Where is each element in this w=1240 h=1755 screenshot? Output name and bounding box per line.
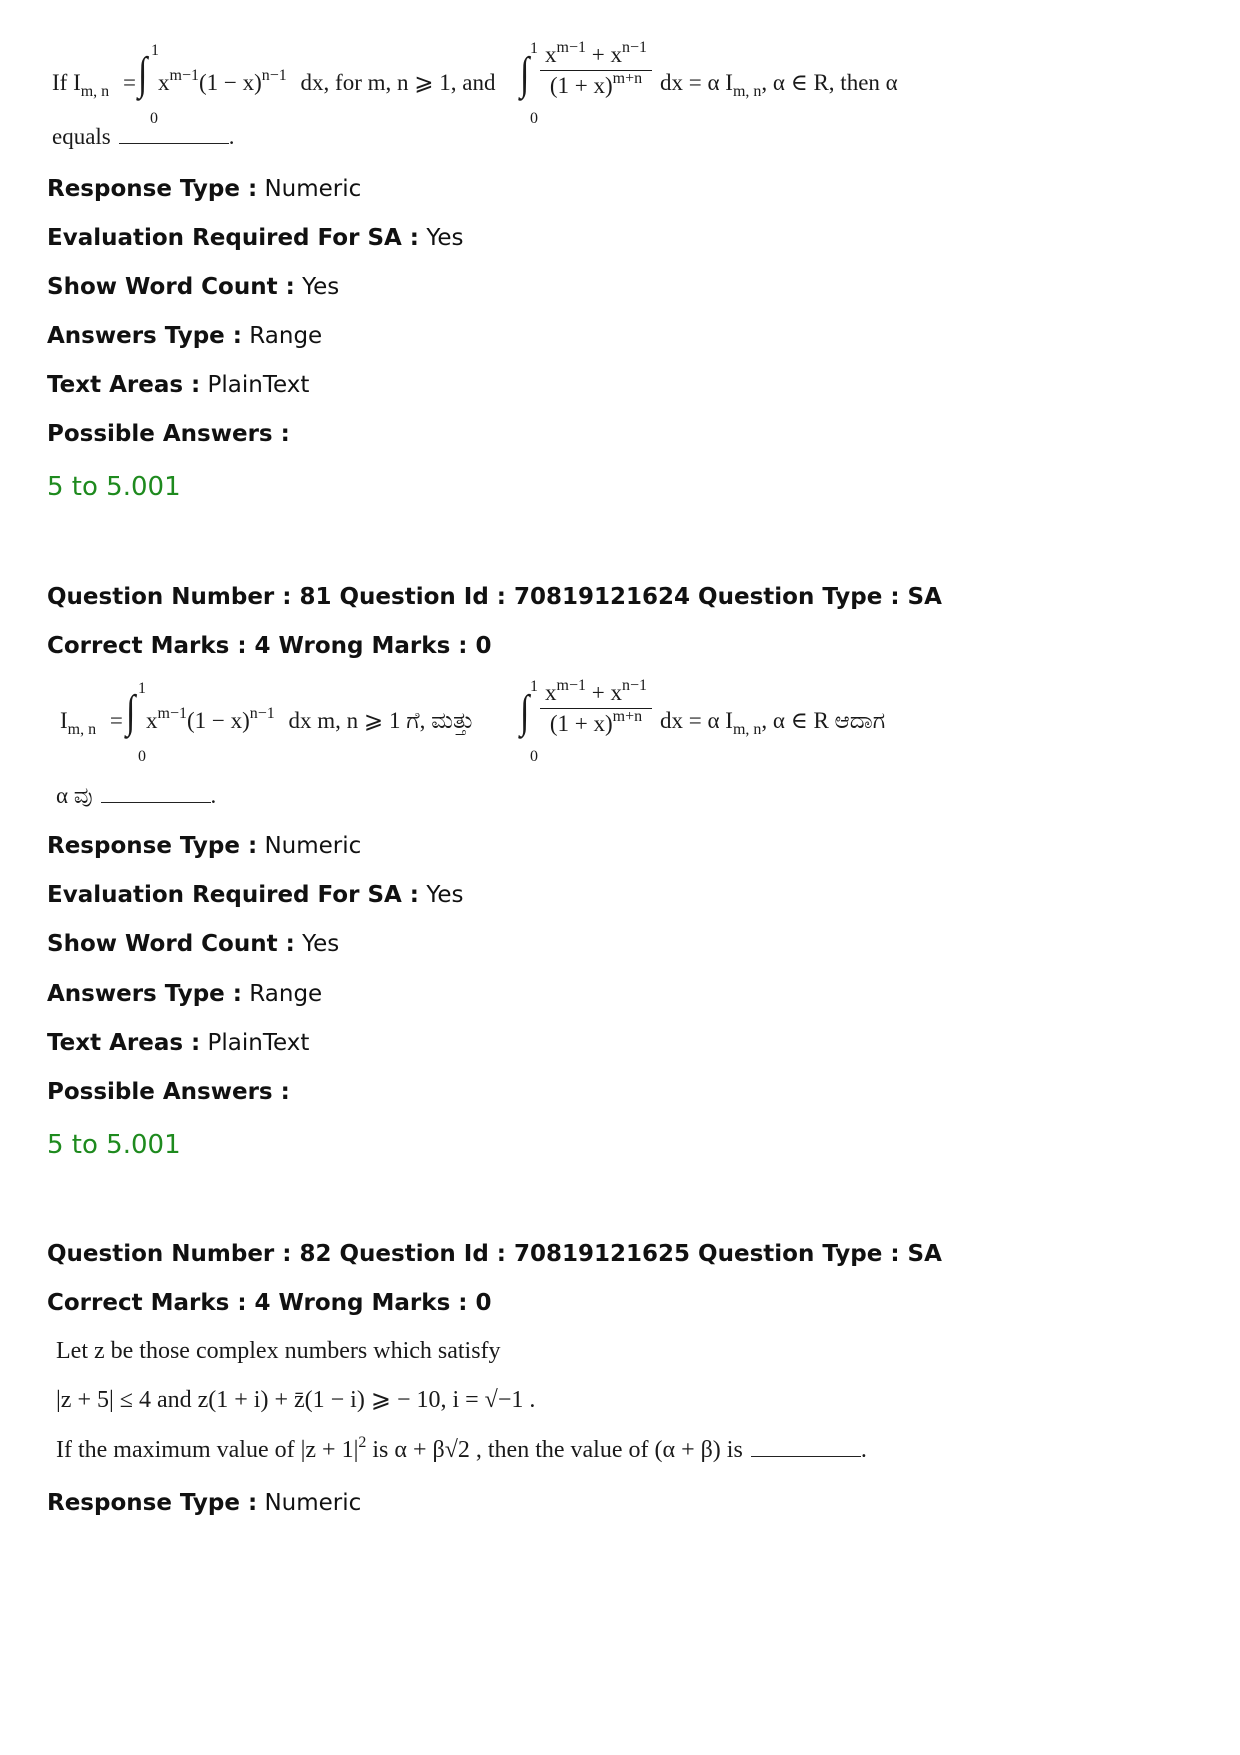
q80-possible-answer: 5 to 5.001 [47, 472, 181, 502]
q80-answers-type: Answers Type : Range [47, 323, 323, 349]
q80-question-line2: equals . [52, 124, 235, 149]
q82-header: Question Number : 82 Question Id : 70819121625 Question Type : SA [47, 1241, 942, 1267]
q81-header: Question Number : 81 Question Id : 70819121624 Question Type : SA [47, 584, 942, 610]
q81-evaluation-required: Evaluation Required For SA : Yes [47, 882, 464, 908]
q82-question-line2: |z + 5| ≤ 4 and z(1 + i) + z̄(1 − i) ⩾ − 10, i = √−1 . [56, 1387, 536, 1413]
q81-question-line2: α ವು . [56, 783, 217, 808]
q80-possible-answers-label: Possible Answers : [47, 421, 290, 447]
q81-question-math: $I_{m, n}$ = 1 ∫ 0 $x^{m-1}(1 - x)^{n-1}$ dx m, n ⩾ 1 ಗೆ, ಮತ್ತು 1 ∫ 0 $x^{m-1} + x^{n-1}$ $(1 + x)^{m+n}$ dx = α $I_{m, n}$, α ∈ R ಆದಾಗ [60, 677, 886, 765]
q82-question-line3: If the maximum value of $|z + 1|^2$ is α + β√2 , then the value of (α + β) is . [56, 1434, 867, 1463]
answer-blank [751, 1456, 861, 1457]
q80-response-type: Response Type : Numeric [47, 176, 362, 202]
q81-answers-type: Answers Type : Range [47, 981, 323, 1007]
q82-marks: Correct Marks : 4 Wrong Marks : 0 [47, 1290, 492, 1316]
q81-text-areas: Text Areas : PlainText [47, 1030, 310, 1056]
q81-response-type: Response Type : Numeric [47, 833, 362, 859]
q80-show-word-count: Show Word Count : Yes [47, 274, 340, 300]
q81-possible-answer: 5 to 5.001 [47, 1130, 181, 1160]
q81-marks: Correct Marks : 4 Wrong Marks : 0 [47, 633, 492, 659]
q82-response-type: Response Type : Numeric [47, 1490, 362, 1516]
answer-blank [101, 802, 211, 803]
q80-text-areas: Text Areas : PlainText [47, 372, 310, 398]
q81-show-word-count: Show Word Count : Yes [47, 931, 340, 957]
q82-question-line1: Let z be those complex numbers which satisfy [56, 1338, 501, 1364]
answer-blank [119, 143, 229, 144]
q80-question-math: If $I_{m, n}$ = 1 ∫ 0 $x^{m-1}(1 - x)^{n-1}$ dx, for m, n ⩾ 1, and 1 ∫ 0 $x^{m-1} + x^{n-1}$ $(1 + x)^{m+n}$ dx = α $I_{m, n}$, α ∈ R, then α [52, 39, 898, 127]
q81-possible-answers-label: Possible Answers : [47, 1079, 290, 1105]
q80-evaluation-required: Evaluation Required For SA : Yes [47, 225, 464, 251]
